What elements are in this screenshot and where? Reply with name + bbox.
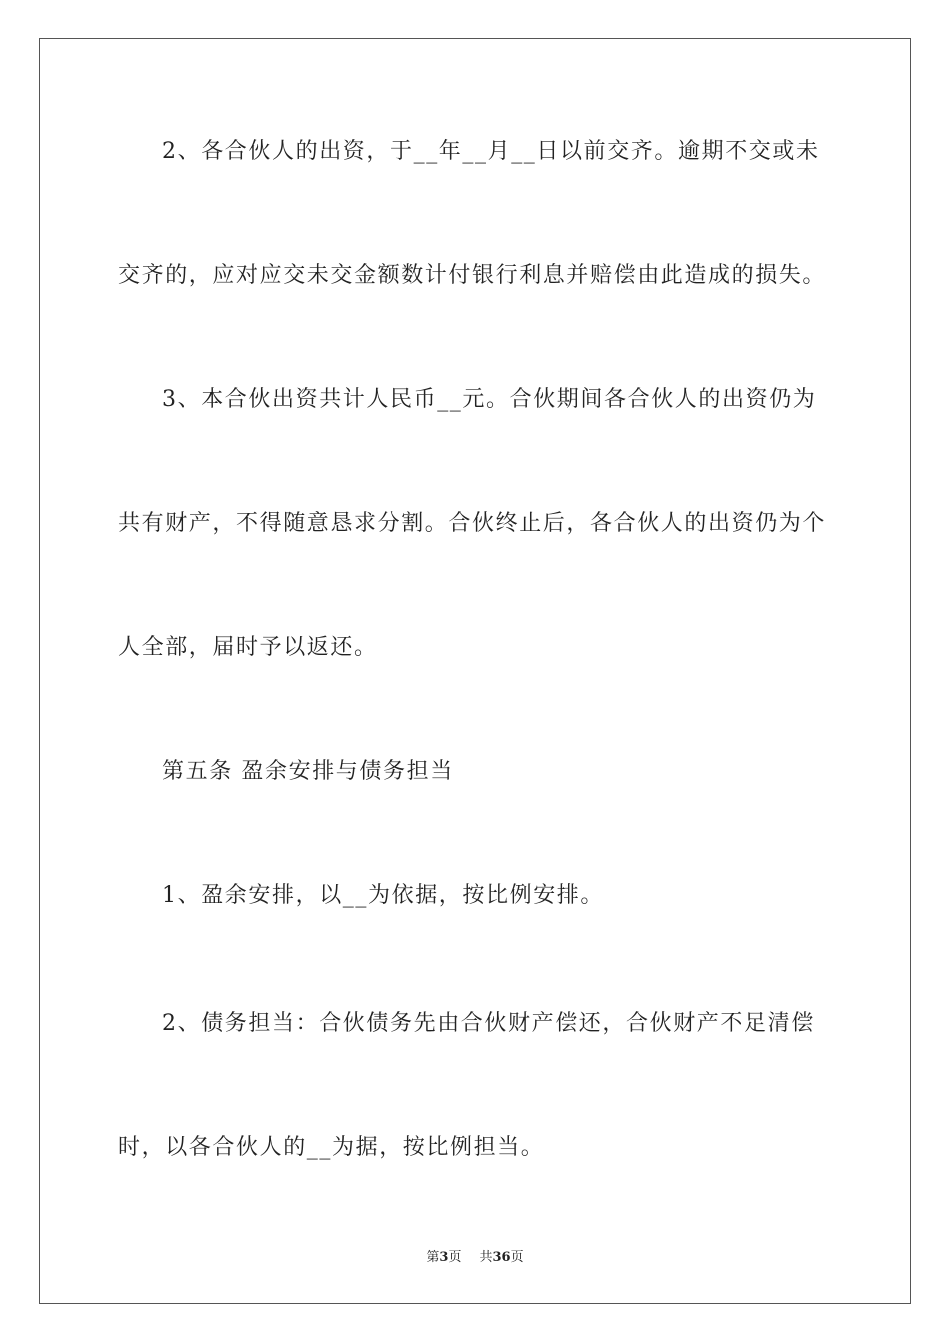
paragraph-line: 交齐的，应对应交未交金额数计付银行利息并赔偿由此造成的损失。: [118, 263, 827, 288]
page-suffix: 页: [448, 1250, 462, 1265]
page-prefix: 第: [426, 1250, 440, 1265]
total-prefix: 共: [479, 1250, 493, 1265]
total-suffix: 页: [510, 1250, 524, 1265]
paragraph-line: 2、债务担当：合伙债务先由合伙财产偿还，合伙财产不足清偿: [162, 1011, 815, 1036]
paragraph-line: 人全部，届时予以返还。: [118, 635, 378, 660]
paragraph-line: 1、盈余安排，以__为依据，按比例安排。: [162, 883, 604, 908]
page-footer: [0, 1246, 950, 1265]
paragraph-line: 2、各合伙人的出资，于__年__月__日以前交齐。逾期不交或未: [162, 139, 820, 164]
section-heading: 第五条 盈余安排与债务担当: [162, 759, 454, 784]
paragraph-line: 共有财产，不得随意恳求分割。合伙终止后，各合伙人的出资仍为个: [118, 511, 827, 536]
page-number: 3: [439, 1250, 449, 1265]
total-pages: 36: [492, 1250, 511, 1265]
paragraph-line: 3、本合伙出资共计人民币__元。合伙期间各合伙人的出资仍为: [162, 387, 817, 412]
page-frame: [39, 38, 911, 1304]
paragraph-line: 时，以各合伙人的__为据，按比例担当。: [118, 1135, 545, 1160]
